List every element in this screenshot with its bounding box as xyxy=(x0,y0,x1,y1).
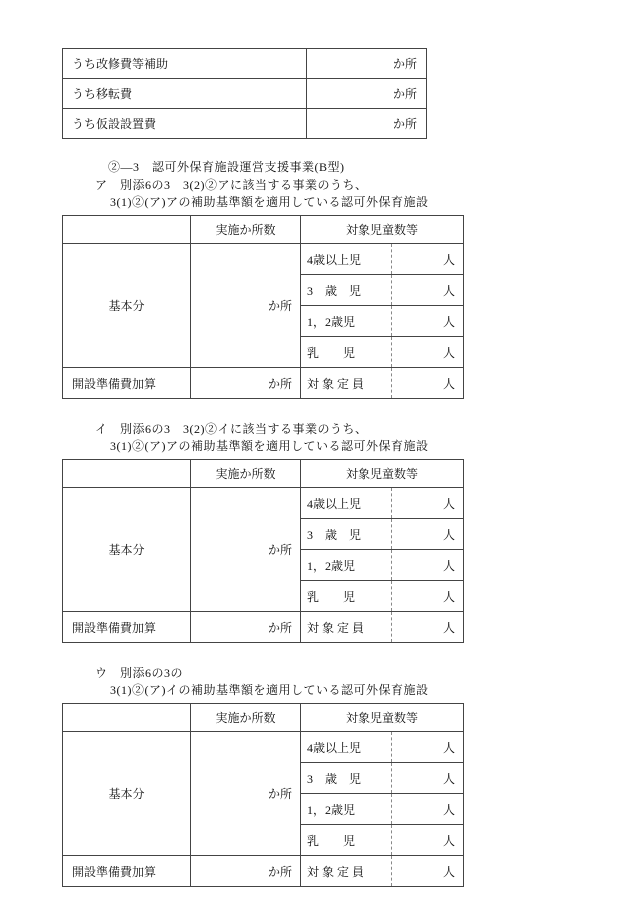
table-row xyxy=(63,244,464,275)
unit-cell: 人 xyxy=(392,306,464,337)
prep-label-cell: 開設準備費加算 xyxy=(63,368,191,399)
basic-count-cell: か所 xyxy=(191,732,301,856)
block-heading-line2: 3(1)②(ア)アの補助基準額を適用している認可外保育施設 xyxy=(110,195,429,209)
support-table-b xyxy=(62,459,464,643)
prep-category-cell: 対 象 定 員 xyxy=(301,856,392,887)
row-unit-cell: か所 xyxy=(307,79,427,109)
block-heading-line2: 3(1)②(ア)アの補助基準額を適用している認可外保育施設 xyxy=(110,439,429,453)
category-cell: 4歳以上児 xyxy=(301,244,392,275)
category-cell: 3 歳 児 xyxy=(301,275,392,306)
section-title: ②—3 認可外保育施設運営支援事業(B型) xyxy=(108,160,345,174)
prep-category-cell: 対 象 定 員 xyxy=(301,612,392,643)
category-cell: 3 歳 児 xyxy=(301,519,392,550)
support-table-a xyxy=(62,215,464,399)
category-cell: 乳 児 xyxy=(301,581,392,612)
prep-label-cell: 開設準備費加算 xyxy=(63,856,191,887)
category-cell: 乳 児 xyxy=(301,337,392,368)
table-header-row xyxy=(63,704,464,732)
category-cell: 4歳以上児 xyxy=(301,732,392,763)
block-heading-line1: ア 別添6の3 3(2)②アに該当する事業のうち、 xyxy=(95,178,368,192)
category-cell: 4歳以上児 xyxy=(301,488,392,519)
header-empty-cell xyxy=(63,216,191,244)
header-empty-cell xyxy=(63,704,191,732)
block-b xyxy=(62,421,630,643)
row-label-cell: うち改修費等補助 xyxy=(63,49,307,79)
header-implementation-count: 実施か所数 xyxy=(191,216,301,244)
category-cell: 乳 児 xyxy=(301,825,392,856)
unit-cell: 人 xyxy=(392,763,464,794)
prep-unit-cell: 人 xyxy=(392,856,464,887)
table-row xyxy=(63,488,464,519)
support-table-c xyxy=(62,703,464,887)
block-heading-line1: ウ 別添6の3の xyxy=(95,666,184,680)
table-row xyxy=(63,49,427,79)
unit-cell: 人 xyxy=(392,825,464,856)
category-cell: 1，2歳児 xyxy=(301,550,392,581)
prep-unit-cell: 人 xyxy=(392,368,464,399)
row-unit-cell: か所 xyxy=(307,49,427,79)
basic-count-cell: か所 xyxy=(191,244,301,368)
block-a xyxy=(62,177,630,399)
header-implementation-count: 実施か所数 xyxy=(191,460,301,488)
block-heading-line2: 3(1)②(ア)イの補助基準額を適用している認可外保育施設 xyxy=(110,683,429,697)
table-row xyxy=(63,732,464,763)
header-target-children: 対象児童数等 xyxy=(301,460,464,488)
prep-count-cell: か所 xyxy=(191,612,301,643)
category-cell: 1，2歳児 xyxy=(301,794,392,825)
basic-label-cell: 基本分 xyxy=(63,488,191,612)
unit-cell: 人 xyxy=(392,337,464,368)
table-row xyxy=(63,612,464,643)
header-implementation-count: 実施か所数 xyxy=(191,704,301,732)
unit-cell: 人 xyxy=(392,581,464,612)
category-cell: 1，2歳児 xyxy=(301,306,392,337)
block-c xyxy=(62,665,630,887)
header-empty-cell xyxy=(63,460,191,488)
row-label-cell: うち仮設設置費 xyxy=(63,109,307,139)
row-unit-cell: か所 xyxy=(307,109,427,139)
basic-label-cell: 基本分 xyxy=(63,732,191,856)
unit-cell: 人 xyxy=(392,550,464,581)
prep-category-cell: 対 象 定 員 xyxy=(301,368,392,399)
unit-cell: 人 xyxy=(392,794,464,825)
table-row xyxy=(63,856,464,887)
basic-label-cell: 基本分 xyxy=(63,244,191,368)
unit-cell: 人 xyxy=(392,732,464,763)
table-header-row xyxy=(63,460,464,488)
header-target-children: 対象児童数等 xyxy=(301,216,464,244)
prep-count-cell: か所 xyxy=(191,368,301,399)
prep-unit-cell: 人 xyxy=(392,612,464,643)
prep-label-cell: 開設準備費加算 xyxy=(63,612,191,643)
table-row xyxy=(63,79,427,109)
table-row xyxy=(63,368,464,399)
unit-cell: 人 xyxy=(392,275,464,306)
unit-cell: 人 xyxy=(392,519,464,550)
block-heading-line1: イ 別添6の3 3(2)②イに該当する事業のうち、 xyxy=(95,422,368,436)
unit-cell: 人 xyxy=(392,244,464,275)
category-cell: 3 歳 児 xyxy=(301,763,392,794)
unit-cell: 人 xyxy=(392,488,464,519)
basic-count-cell: か所 xyxy=(191,488,301,612)
cost-breakdown-table xyxy=(62,48,427,139)
header-target-children: 対象児童数等 xyxy=(301,704,464,732)
row-label-cell: うち移転費 xyxy=(63,79,307,109)
table-row xyxy=(63,109,427,139)
prep-count-cell: か所 xyxy=(191,856,301,887)
table-header-row xyxy=(63,216,464,244)
